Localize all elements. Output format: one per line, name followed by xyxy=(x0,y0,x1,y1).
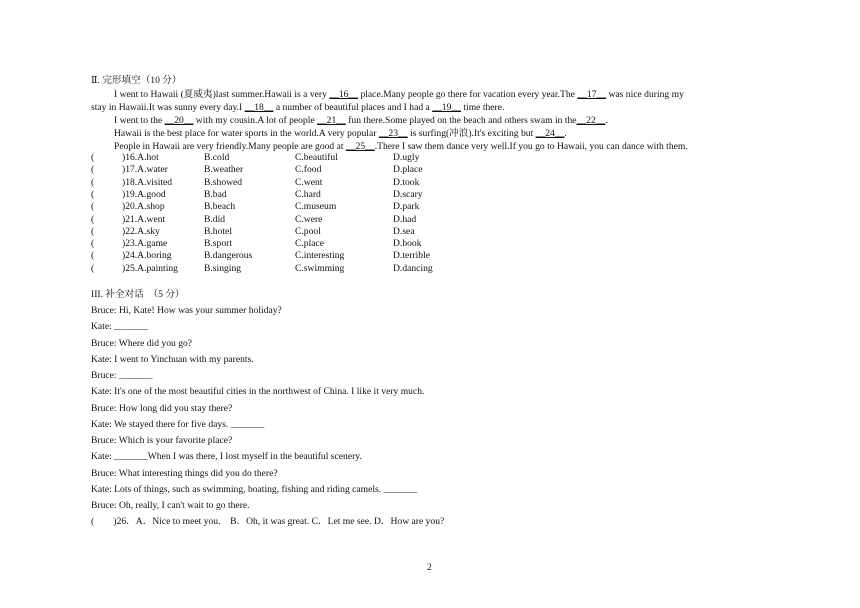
passage-text: . xyxy=(564,128,567,139)
answer-paren: ( xyxy=(91,238,95,250)
option-d: D.ugly xyxy=(393,152,420,163)
answer-blank: __22__ xyxy=(576,115,606,126)
option-d: D.place xyxy=(393,164,423,176)
option-a: )19.A.good xyxy=(122,188,166,200)
option-a: )16.A.hot xyxy=(122,152,159,163)
page-number: 2 xyxy=(427,562,432,573)
passage-text: was nice during my xyxy=(606,89,684,100)
dialog-line: Bruce: Oh, really, I can't wait to go there. xyxy=(91,500,250,511)
passage-text: fun there.Some played on the beach and others swam in the xyxy=(345,115,577,126)
option-c: C.interesting xyxy=(295,250,345,262)
question-row xyxy=(91,153,511,165)
question-row xyxy=(91,202,511,214)
option-d: D.book xyxy=(393,238,422,250)
option-b: B.beach xyxy=(204,201,236,213)
option-c: C.hard xyxy=(295,188,321,200)
answer-blank: __25__ xyxy=(345,141,375,152)
dialog-line: Bruce: _______ xyxy=(91,370,153,381)
option-c: C.pool xyxy=(295,225,321,237)
answer-paren: ( xyxy=(91,225,95,237)
option-c: C.were xyxy=(295,213,323,225)
section-2-heading: Ⅱ. 完形填空（10 分） xyxy=(91,75,182,86)
answer-paren: ( xyxy=(91,250,95,262)
option-d: D.sea xyxy=(393,225,415,237)
answer-paren: ( xyxy=(91,201,95,213)
dialog-line: Kate: I went to Yinchuan with my parents. xyxy=(91,353,254,365)
answer-blank: __21__ xyxy=(317,115,346,126)
answer-paren: ( xyxy=(91,262,95,274)
passage-text: .There I saw them dance very well.If you go to Hawaii, you can dance with them. xyxy=(374,141,688,152)
answer-blank: __17__ xyxy=(577,89,607,100)
dialog-line: Bruce: Which is your favorite place? xyxy=(91,435,233,446)
passage-text: a number of beautiful places and I had a xyxy=(273,102,433,113)
passage-line xyxy=(114,116,608,126)
passage-text: People in Hawaii are very friendly.Many people are good at xyxy=(114,141,346,152)
question-row xyxy=(91,251,511,263)
question-row xyxy=(91,215,511,227)
dialog-line: Kate: It's one of the most beautiful cities in the northwest of China. I like it very much. xyxy=(91,386,425,398)
dialog-line: Kate: We stayed there for five days. _______ xyxy=(91,418,265,430)
option-d: D.dancing xyxy=(393,262,433,274)
passage-line xyxy=(114,142,688,152)
option-b: B.singing xyxy=(204,262,242,274)
passage-text: with my cousin.A lot of people xyxy=(193,115,318,126)
answer-blank: __20__ xyxy=(164,115,194,126)
section-3-heading: III. 补全对话 （5 分） xyxy=(91,289,185,300)
option-c: C.food xyxy=(295,164,322,176)
passage-text: is surfing(冲浪).It's exciting but xyxy=(407,128,536,139)
passage-text: place.Many people go there for vacation every year.The xyxy=(358,89,578,100)
question-row xyxy=(91,239,511,251)
dialog-line: Kate: _______ xyxy=(91,321,148,333)
passage-text: I went to the xyxy=(114,115,165,126)
option-a: )20.A.shop xyxy=(122,201,165,213)
answer-blank: __16__ xyxy=(329,89,359,100)
dialog-line: Bruce: How long did you stay there? xyxy=(91,402,233,414)
option-b: B.weather xyxy=(204,164,244,176)
dialog-line: Kate: Lots of things, such as swimming, boating, fishing and riding camels. _______ xyxy=(91,483,418,495)
answer-paren: ( xyxy=(91,164,95,176)
option-a: )24.A.boring xyxy=(122,250,172,262)
answer-paren: ( xyxy=(91,152,95,163)
option-a: )23.A.game xyxy=(122,238,168,250)
option-c: C.place xyxy=(295,238,325,250)
option-d: D.terrible xyxy=(393,250,431,262)
answer-blank: __19__ xyxy=(432,102,461,113)
question-row xyxy=(91,165,511,177)
option-c: C.went xyxy=(295,176,323,188)
option-d: D.park xyxy=(393,201,420,213)
option-a: )21.A.went xyxy=(122,213,166,225)
option-b: B.hotel xyxy=(204,225,232,237)
passage-text: I went to Hawaii (夏威夷)last summer.Hawaii is a very xyxy=(114,89,330,100)
question-row xyxy=(91,227,511,239)
passage-line xyxy=(114,90,684,100)
dialog-line: Bruce: Where did you go? xyxy=(91,337,193,349)
option-b: B.dangerous xyxy=(204,250,253,262)
passage-text: . xyxy=(605,115,608,126)
dialog-line: Bruce: Hi, Kate! How was your summer holiday? xyxy=(91,305,282,316)
answer-paren: ( xyxy=(91,213,95,225)
passage-text: Hawaii is the best place for water sports in the world.A very popular xyxy=(114,128,379,139)
option-b: B.sport xyxy=(204,238,232,250)
dialog-line: Kate: _______When I was there, I lost myself in the beautiful scenery. xyxy=(91,451,362,463)
option-c: C.beautiful xyxy=(295,152,338,163)
question-row xyxy=(91,190,511,202)
option-a: )25.A.painting xyxy=(122,262,178,274)
option-c: C.museum xyxy=(295,201,337,213)
option-b: B.bad xyxy=(204,188,227,200)
answer-paren: ( xyxy=(91,188,95,200)
option-d: D.took xyxy=(393,176,420,188)
answer-paren: ( xyxy=(91,176,95,188)
answer-blank: __18__ xyxy=(244,102,274,113)
option-d: D.scary xyxy=(393,188,423,200)
question-row xyxy=(91,264,511,276)
option-a: )22.A.sky xyxy=(122,225,160,237)
question-26: ( )26．A．Nice to meet you. B．Oh, it was great. C．Let me see. D．How are you? xyxy=(91,516,445,528)
option-d: D.had xyxy=(393,213,417,225)
answer-blank: __23__ xyxy=(378,128,408,139)
option-b: B.showed xyxy=(204,176,243,188)
answer-blank: __24__ xyxy=(535,128,565,139)
dialog-line: Bruce: What interesting things did you do there? xyxy=(91,467,278,479)
option-b: B.did xyxy=(204,213,226,225)
option-a: )17.A.water xyxy=(122,164,168,176)
passage-line xyxy=(91,103,504,113)
passage-text: time there. xyxy=(460,102,505,113)
option-b: B.cold xyxy=(204,152,230,163)
option-a: )18.A.visited xyxy=(122,176,173,188)
passage-text: stay in Hawaii.It was sunny every day.I xyxy=(91,102,245,113)
passage-line xyxy=(114,129,567,139)
question-row xyxy=(91,178,511,190)
option-c: C.swimming xyxy=(295,262,345,274)
